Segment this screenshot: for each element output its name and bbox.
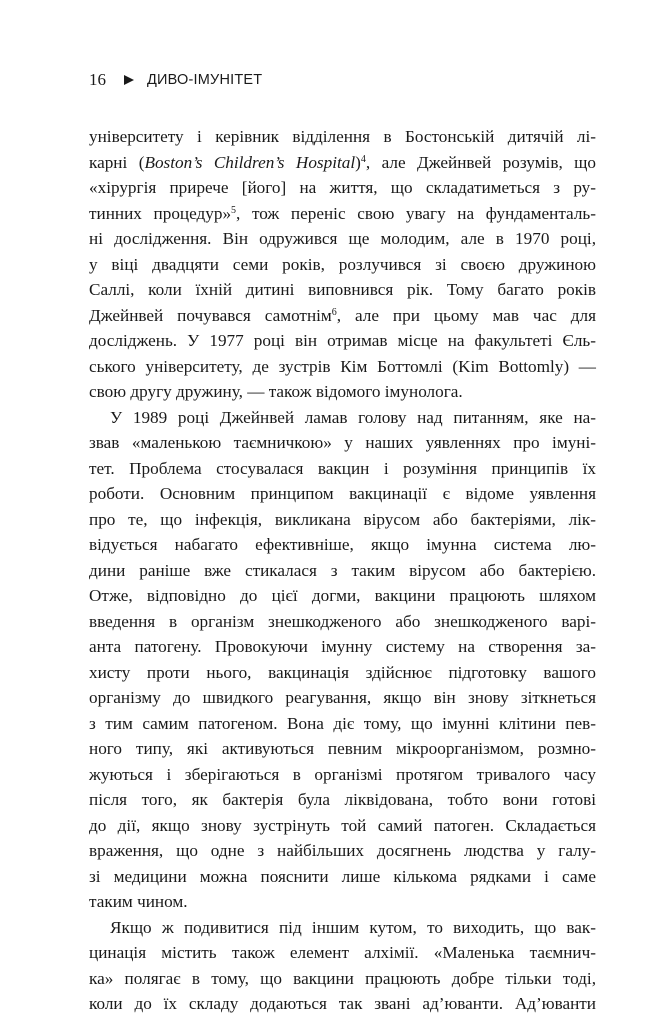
text-line: ка» полягає в тому, що вакцини працюють добре тільки тоді, [89, 968, 596, 988]
text-line: жуються і зберігаються в організмі протягом тривалого часу [89, 764, 596, 784]
text-line: організму до швидкого реагування, якщо він знову зіткнеться [89, 688, 596, 707]
running-head [89, 70, 262, 90]
text-line: Отже, відповідно до цієї догми, вакцини працюють шляхом [89, 586, 596, 605]
page-number: 16 [89, 70, 106, 89]
text-line: коли до їх складу додаються так звані ад’юванти. Ад’юванти [89, 994, 596, 1013]
text-line: Якщо ж подивитися під іншим кутом, то виходить, що вак- [110, 917, 596, 937]
text-line: таким чином. [89, 892, 188, 911]
text-line: відується набагато ефективніше, якщо імунна система лю- [89, 535, 596, 554]
right-triangle-icon [124, 75, 134, 85]
text-line: Джейнвей почувався самотнім$^6$, але при цьому мав час для [89, 305, 596, 325]
text-line: до дії, якщо знову зустрінуть той самий патоген. Складається [89, 815, 596, 835]
text-line: після того, як бактерія була ліквідована, тобто вони готові [89, 790, 596, 809]
text-line: свою другу дружину, — також відомого імунолога. [89, 382, 463, 401]
text-line: ського університету, де зустрів Кім Боттомлі (Kim Bottomly) — [89, 356, 596, 376]
text-line: університету і керівник відділення в Бостонській дитячій лі- [89, 127, 596, 146]
text-line: «хірургія приречe [його] на життя, що складатиметься з ру- [89, 178, 596, 197]
text-line: Саллі, коли їхній дитині виповнився рік. Тому багато років [89, 280, 596, 299]
text-line: тет. Проблема стосувалася вакцин і розуміння принципів їх [89, 458, 596, 478]
text-line: звав «маленькою таємничкою» у наших уявленнях про імуні- [89, 433, 596, 452]
footnote-ref: 4 [360, 153, 366, 165]
text-line: роботи. Основним принципом вакцинації є відоме уявлення [89, 484, 596, 503]
footnote-ref: 6 [331, 306, 337, 318]
text-line: анта патогену. Провокуючи імунну систему на створення за- [89, 637, 596, 656]
text-line: враження, що одне з найбільших досягнень людства у галу- [89, 841, 596, 860]
running-title: ДИВО-ІМУНІТЕТ [147, 72, 263, 88]
text-line: про те, що інфекція, викликана вірусом або бактеріями, лік- [89, 509, 596, 529]
text-line: досліджень. У 1977 році він отримав місце на факультеті Єль- [89, 331, 596, 350]
body-text [89, 124, 596, 1017]
text-line: карні (Boston’s Children’s Hospital)$^4$, але Джейнвей розумів, що [89, 152, 596, 172]
text-line: ні дослідження. Він одружився ще молодим, але в 1970 році, [89, 229, 596, 248]
text-line: тинних процедур»$^5$, тож переніс свою увагу на фундаменталь- [89, 203, 596, 223]
text-line: введення в організм знешкодженого або знешкодженого варі- [89, 611, 596, 631]
text-line: У 1989 році Джейнвей ламав голову над питанням, яке на- [110, 407, 596, 427]
text-line: з тим самим патогеном. Вона діє тому, що імунні клітини пев- [89, 713, 596, 733]
italic-hospital-name: Boston’s Children’s Hospital [144, 152, 356, 172]
text-line: цинація містить також елемент алхімії. «Маленька таємнич- [89, 943, 596, 962]
text-line: ного типу, які активуються певним мікроорганізмом, розмно- [89, 739, 596, 758]
text-line: у віці двадцяти семи років, розлучився зі своєю дружиною [89, 254, 596, 274]
text-line: зі медицини можна пояснити лише кількома рядками і саме [89, 866, 596, 886]
text-line: дини раніше вже стикалася з таким вірусом або бактерією. [89, 560, 596, 580]
text-line: хисту проти нього, вакцинація здійснює підготовку вашого [89, 662, 596, 682]
footnote-ref: 5 [231, 204, 237, 216]
